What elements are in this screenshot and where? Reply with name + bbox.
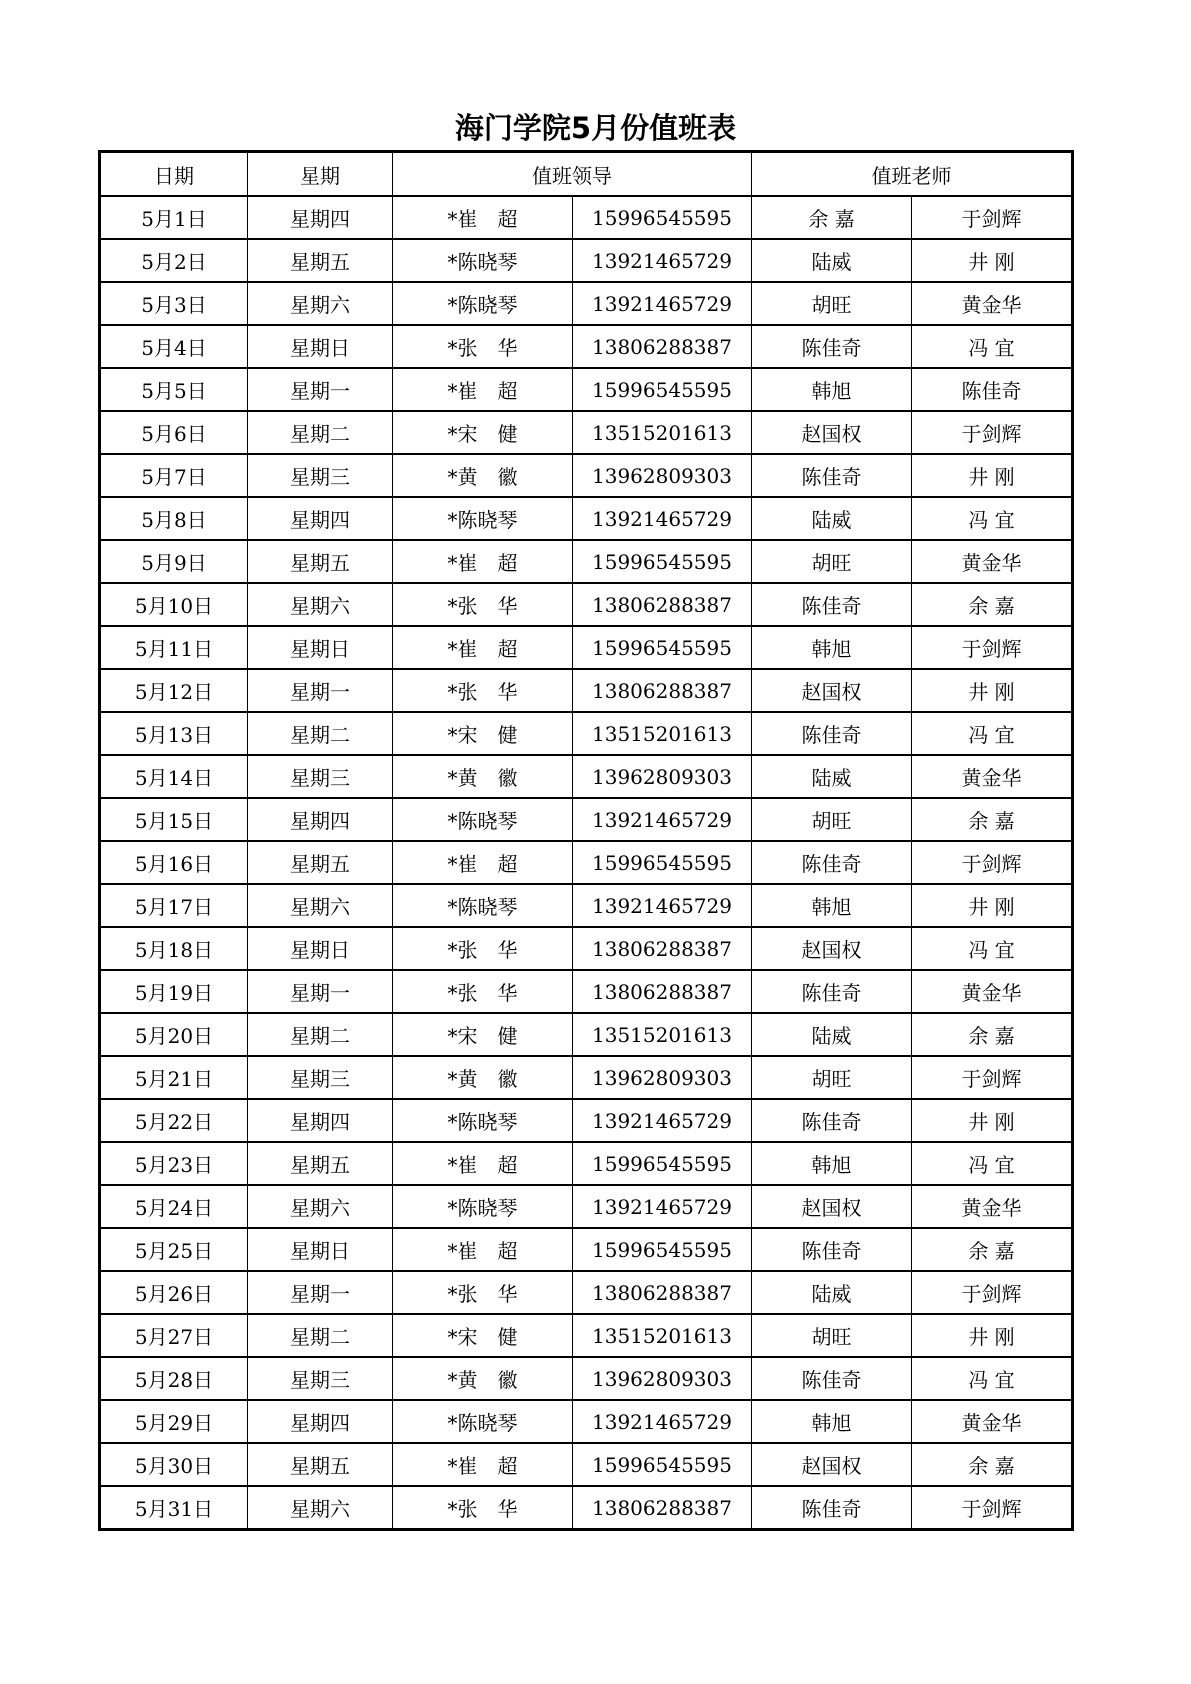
leader-phone-cell: 13921465729 bbox=[573, 884, 752, 927]
teacher-1-cell: 陆威 bbox=[752, 239, 912, 282]
teacher-1-cell: 赵国权 bbox=[752, 1185, 912, 1228]
teacher-1-cell: 陆威 bbox=[752, 497, 912, 540]
teacher-1-cell: 胡旺 bbox=[752, 1056, 912, 1099]
leader-name-cell: *黄 徽 bbox=[393, 454, 573, 497]
leader-name-cell: *陈晓琴 bbox=[393, 239, 573, 282]
header-weekday: 星期 bbox=[248, 152, 393, 197]
leader-phone-cell: 13921465729 bbox=[573, 798, 752, 841]
table-row bbox=[100, 540, 1073, 583]
leader-name-cell: *崔 超 bbox=[393, 1142, 573, 1185]
teacher-1-cell: 陈佳奇 bbox=[752, 325, 912, 368]
leader-phone-cell: 15996545595 bbox=[573, 368, 752, 411]
teacher-1-cell: 韩旭 bbox=[752, 1142, 912, 1185]
teacher-2-cell: 冯 宜 bbox=[912, 497, 1073, 540]
leader-name-cell: *张 华 bbox=[393, 669, 573, 712]
date-cell: 5月31日 bbox=[100, 1486, 248, 1530]
leader-name-cell: *黄 徽 bbox=[393, 755, 573, 798]
leader-phone-cell: 13806288387 bbox=[573, 1271, 752, 1314]
teacher-1-cell: 胡旺 bbox=[752, 540, 912, 583]
table-row bbox=[100, 712, 1073, 755]
teacher-1-cell: 韩旭 bbox=[752, 368, 912, 411]
leader-phone-cell: 15996545595 bbox=[573, 841, 752, 884]
date-cell: 5月17日 bbox=[100, 884, 248, 927]
table-row bbox=[100, 1314, 1073, 1357]
leader-name-cell: *宋 健 bbox=[393, 712, 573, 755]
leader-phone-cell: 15996545595 bbox=[573, 1228, 752, 1271]
teacher-2-cell: 井 刚 bbox=[912, 239, 1073, 282]
leader-phone-cell: 15996545595 bbox=[573, 626, 752, 669]
teacher-1-cell: 陈佳奇 bbox=[752, 841, 912, 884]
table-row bbox=[100, 884, 1073, 927]
date-cell: 5月13日 bbox=[100, 712, 248, 755]
date-cell: 5月10日 bbox=[100, 583, 248, 626]
table-row bbox=[100, 282, 1073, 325]
teacher-1-cell: 赵国权 bbox=[752, 1443, 912, 1486]
table-row bbox=[100, 1099, 1073, 1142]
teacher-2-cell: 黄金华 bbox=[912, 755, 1073, 798]
teacher-2-cell: 冯 宜 bbox=[912, 712, 1073, 755]
leader-name-cell: *崔 超 bbox=[393, 841, 573, 884]
teacher-1-cell: 韩旭 bbox=[752, 1400, 912, 1443]
table-row bbox=[100, 411, 1073, 454]
leader-name-cell: *宋 健 bbox=[393, 411, 573, 454]
teacher-1-cell: 胡旺 bbox=[752, 1314, 912, 1357]
leader-phone-cell: 13921465729 bbox=[573, 239, 752, 282]
leader-phone-cell: 13806288387 bbox=[573, 583, 752, 626]
table-row bbox=[100, 1400, 1073, 1443]
leader-phone-cell: 13921465729 bbox=[573, 497, 752, 540]
date-cell: 5月19日 bbox=[100, 970, 248, 1013]
teacher-2-cell: 余 嘉 bbox=[912, 1013, 1073, 1056]
date-cell: 5月12日 bbox=[100, 669, 248, 712]
leader-phone-cell: 13962809303 bbox=[573, 454, 752, 497]
leader-name-cell: *崔 超 bbox=[393, 1443, 573, 1486]
date-cell: 5月22日 bbox=[100, 1099, 248, 1142]
teacher-1-cell: 陆威 bbox=[752, 1271, 912, 1314]
date-cell: 5月9日 bbox=[100, 540, 248, 583]
table-row bbox=[100, 454, 1073, 497]
weekday-cell: 星期二 bbox=[248, 712, 393, 755]
teacher-2-cell: 余 嘉 bbox=[912, 1228, 1073, 1271]
date-cell: 5月18日 bbox=[100, 927, 248, 970]
leader-phone-cell: 13515201613 bbox=[573, 712, 752, 755]
weekday-cell: 星期二 bbox=[248, 411, 393, 454]
teacher-2-cell: 于剑辉 bbox=[912, 1486, 1073, 1530]
table-row bbox=[100, 196, 1073, 239]
leader-name-cell: *崔 超 bbox=[393, 368, 573, 411]
teacher-1-cell: 陈佳奇 bbox=[752, 1099, 912, 1142]
teacher-2-cell: 黄金华 bbox=[912, 282, 1073, 325]
table-row bbox=[100, 755, 1073, 798]
weekday-cell: 星期日 bbox=[248, 1228, 393, 1271]
teacher-2-cell: 井 刚 bbox=[912, 884, 1073, 927]
leader-phone-cell: 15996545595 bbox=[573, 196, 752, 239]
page-title: 海门学院5月份值班表 bbox=[454, 111, 737, 145]
date-cell: 5月6日 bbox=[100, 411, 248, 454]
teacher-1-cell: 余 嘉 bbox=[752, 196, 912, 239]
date-cell: 5月8日 bbox=[100, 497, 248, 540]
teacher-1-cell: 胡旺 bbox=[752, 282, 912, 325]
date-cell: 5月28日 bbox=[100, 1357, 248, 1400]
teacher-2-cell: 于剑辉 bbox=[912, 841, 1073, 884]
leader-name-cell: *崔 超 bbox=[393, 540, 573, 583]
date-cell: 5月26日 bbox=[100, 1271, 248, 1314]
leader-phone-cell: 13921465729 bbox=[573, 1185, 752, 1228]
date-cell: 5月7日 bbox=[100, 454, 248, 497]
date-cell: 5月14日 bbox=[100, 755, 248, 798]
table-row bbox=[100, 1056, 1073, 1099]
weekday-cell: 星期六 bbox=[248, 583, 393, 626]
teacher-1-cell: 陈佳奇 bbox=[752, 712, 912, 755]
table-row bbox=[100, 1142, 1073, 1185]
leader-phone-cell: 13515201613 bbox=[573, 411, 752, 454]
leader-phone-cell: 13921465729 bbox=[573, 282, 752, 325]
date-cell: 5月21日 bbox=[100, 1056, 248, 1099]
leader-phone-cell: 13806288387 bbox=[573, 970, 752, 1013]
teacher-2-cell: 冯 宜 bbox=[912, 325, 1073, 368]
teacher-1-cell: 陈佳奇 bbox=[752, 583, 912, 626]
teacher-2-cell: 黄金华 bbox=[912, 1400, 1073, 1443]
table-row bbox=[100, 1228, 1073, 1271]
teacher-2-cell: 于剑辉 bbox=[912, 626, 1073, 669]
teacher-2-cell: 冯 宜 bbox=[912, 1357, 1073, 1400]
weekday-cell: 星期五 bbox=[248, 540, 393, 583]
date-cell: 5月3日 bbox=[100, 282, 248, 325]
weekday-cell: 星期三 bbox=[248, 454, 393, 497]
leader-phone-cell: 13962809303 bbox=[573, 1357, 752, 1400]
weekday-cell: 星期一 bbox=[248, 970, 393, 1013]
table-row bbox=[100, 239, 1073, 282]
date-cell: 5月5日 bbox=[100, 368, 248, 411]
teacher-1-cell: 陈佳奇 bbox=[752, 1228, 912, 1271]
weekday-cell: 星期四 bbox=[248, 497, 393, 540]
leader-phone-cell: 13806288387 bbox=[573, 1486, 752, 1530]
leader-phone-cell: 15996545595 bbox=[573, 540, 752, 583]
weekday-cell: 星期二 bbox=[248, 1314, 393, 1357]
date-cell: 5月1日 bbox=[100, 196, 248, 239]
weekday-cell: 星期三 bbox=[248, 1056, 393, 1099]
table-row bbox=[100, 1013, 1073, 1056]
date-cell: 5月25日 bbox=[100, 1228, 248, 1271]
weekday-cell: 星期二 bbox=[248, 1013, 393, 1056]
date-cell: 5月20日 bbox=[100, 1013, 248, 1056]
table-row bbox=[100, 1443, 1073, 1486]
leader-phone-cell: 13806288387 bbox=[573, 669, 752, 712]
table-row bbox=[100, 1357, 1073, 1400]
leader-name-cell: *陈晓琴 bbox=[393, 497, 573, 540]
teacher-1-cell: 陆威 bbox=[752, 755, 912, 798]
teacher-2-cell: 黄金华 bbox=[912, 540, 1073, 583]
leader-name-cell: *宋 健 bbox=[393, 1314, 573, 1357]
teacher-1-cell: 赵国权 bbox=[752, 927, 912, 970]
teacher-2-cell: 于剑辉 bbox=[912, 1271, 1073, 1314]
leader-name-cell: *张 华 bbox=[393, 1486, 573, 1530]
teacher-2-cell: 余 嘉 bbox=[912, 583, 1073, 626]
leader-name-cell: *宋 健 bbox=[393, 1013, 573, 1056]
weekday-cell: 星期四 bbox=[248, 1400, 393, 1443]
table-row bbox=[100, 1185, 1073, 1228]
teacher-1-cell: 陈佳奇 bbox=[752, 970, 912, 1013]
teacher-1-cell: 赵国权 bbox=[752, 411, 912, 454]
weekday-cell: 星期六 bbox=[248, 1486, 393, 1530]
leader-name-cell: *张 华 bbox=[393, 1271, 573, 1314]
table-row bbox=[100, 669, 1073, 712]
table-row bbox=[100, 970, 1073, 1013]
weekday-cell: 星期五 bbox=[248, 239, 393, 282]
header-leader: 值班领导 bbox=[393, 152, 752, 197]
leader-name-cell: *陈晓琴 bbox=[393, 884, 573, 927]
leader-phone-cell: 15996545595 bbox=[573, 1142, 752, 1185]
teacher-1-cell: 陆威 bbox=[752, 1013, 912, 1056]
leader-name-cell: *张 华 bbox=[393, 325, 573, 368]
teacher-1-cell: 陈佳奇 bbox=[752, 1357, 912, 1400]
duty-roster-table bbox=[98, 150, 1074, 1531]
teacher-2-cell: 黄金华 bbox=[912, 1185, 1073, 1228]
weekday-cell: 星期三 bbox=[248, 1357, 393, 1400]
leader-phone-cell: 13515201613 bbox=[573, 1314, 752, 1357]
date-cell: 5月2日 bbox=[100, 239, 248, 282]
weekday-cell: 星期五 bbox=[248, 1142, 393, 1185]
teacher-1-cell: 陈佳奇 bbox=[752, 1486, 912, 1530]
leader-name-cell: *张 华 bbox=[393, 583, 573, 626]
teacher-1-cell: 韩旭 bbox=[752, 884, 912, 927]
weekday-cell: 星期日 bbox=[248, 325, 393, 368]
weekday-cell: 星期日 bbox=[248, 927, 393, 970]
date-cell: 5月11日 bbox=[100, 626, 248, 669]
leader-name-cell: *陈晓琴 bbox=[393, 1185, 573, 1228]
teacher-2-cell: 冯 宜 bbox=[912, 1142, 1073, 1185]
weekday-cell: 星期四 bbox=[248, 196, 393, 239]
weekday-cell: 星期一 bbox=[248, 1271, 393, 1314]
weekday-cell: 星期一 bbox=[248, 368, 393, 411]
teacher-2-cell: 于剑辉 bbox=[912, 1056, 1073, 1099]
weekday-cell: 星期一 bbox=[248, 669, 393, 712]
leader-phone-cell: 13962809303 bbox=[573, 755, 752, 798]
teacher-1-cell: 陈佳奇 bbox=[752, 454, 912, 497]
date-cell: 5月30日 bbox=[100, 1443, 248, 1486]
date-cell: 5月16日 bbox=[100, 841, 248, 884]
table-row bbox=[100, 325, 1073, 368]
leader-phone-cell: 13806288387 bbox=[573, 927, 752, 970]
date-cell: 5月4日 bbox=[100, 325, 248, 368]
weekday-cell: 星期四 bbox=[248, 798, 393, 841]
leader-name-cell: *张 华 bbox=[393, 927, 573, 970]
leader-name-cell: *陈晓琴 bbox=[393, 1400, 573, 1443]
teacher-2-cell: 余 嘉 bbox=[912, 798, 1073, 841]
teacher-2-cell: 于剑辉 bbox=[912, 196, 1073, 239]
table-row bbox=[100, 1486, 1073, 1530]
teacher-2-cell: 冯 宜 bbox=[912, 927, 1073, 970]
header-date: 日期 bbox=[100, 152, 248, 197]
table-row bbox=[100, 497, 1073, 540]
teacher-1-cell: 韩旭 bbox=[752, 626, 912, 669]
weekday-cell: 星期日 bbox=[248, 626, 393, 669]
weekday-cell: 星期五 bbox=[248, 1443, 393, 1486]
teacher-2-cell: 陈佳奇 bbox=[912, 368, 1073, 411]
table-row bbox=[100, 927, 1073, 970]
leader-phone-cell: 13962809303 bbox=[573, 1056, 752, 1099]
teacher-1-cell: 赵国权 bbox=[752, 669, 912, 712]
leader-name-cell: *黄 徽 bbox=[393, 1056, 573, 1099]
table-row bbox=[100, 841, 1073, 884]
header-row bbox=[100, 152, 1073, 197]
weekday-cell: 星期五 bbox=[248, 841, 393, 884]
date-cell: 5月29日 bbox=[100, 1400, 248, 1443]
teacher-2-cell: 井 刚 bbox=[912, 669, 1073, 712]
date-cell: 5月23日 bbox=[100, 1142, 248, 1185]
date-cell: 5月27日 bbox=[100, 1314, 248, 1357]
table-row bbox=[100, 798, 1073, 841]
teacher-2-cell: 井 刚 bbox=[912, 454, 1073, 497]
leader-name-cell: *黄 徽 bbox=[393, 1357, 573, 1400]
leader-name-cell: *陈晓琴 bbox=[393, 798, 573, 841]
date-cell: 5月15日 bbox=[100, 798, 248, 841]
leader-name-cell: *崔 超 bbox=[393, 196, 573, 239]
leader-phone-cell: 13921465729 bbox=[573, 1099, 752, 1142]
weekday-cell: 星期六 bbox=[248, 884, 393, 927]
table-row bbox=[100, 368, 1073, 411]
leader-phone-cell: 13921465729 bbox=[573, 1400, 752, 1443]
header-teacher: 值班老师 bbox=[752, 152, 1073, 197]
weekday-cell: 星期四 bbox=[248, 1099, 393, 1142]
weekday-cell: 星期三 bbox=[248, 755, 393, 798]
leader-name-cell: *陈晓琴 bbox=[393, 1099, 573, 1142]
leader-phone-cell: 13806288387 bbox=[573, 325, 752, 368]
teacher-2-cell: 余 嘉 bbox=[912, 1443, 1073, 1486]
table-row bbox=[100, 626, 1073, 669]
teacher-2-cell: 于剑辉 bbox=[912, 411, 1073, 454]
weekday-cell: 星期六 bbox=[248, 282, 393, 325]
weekday-cell: 星期六 bbox=[248, 1185, 393, 1228]
table-row bbox=[100, 1271, 1073, 1314]
leader-phone-cell: 13515201613 bbox=[573, 1013, 752, 1056]
roster-body bbox=[100, 196, 1073, 1530]
table-row bbox=[100, 583, 1073, 626]
date-cell: 5月24日 bbox=[100, 1185, 248, 1228]
leader-name-cell: *陈晓琴 bbox=[393, 282, 573, 325]
leader-name-cell: *崔 超 bbox=[393, 1228, 573, 1271]
teacher-1-cell: 胡旺 bbox=[752, 798, 912, 841]
teacher-2-cell: 井 刚 bbox=[912, 1314, 1073, 1357]
teacher-2-cell: 井 刚 bbox=[912, 1099, 1073, 1142]
teacher-2-cell: 黄金华 bbox=[912, 970, 1073, 1013]
leader-name-cell: *张 华 bbox=[393, 970, 573, 1013]
leader-name-cell: *崔 超 bbox=[393, 626, 573, 669]
leader-phone-cell: 15996545595 bbox=[573, 1443, 752, 1486]
